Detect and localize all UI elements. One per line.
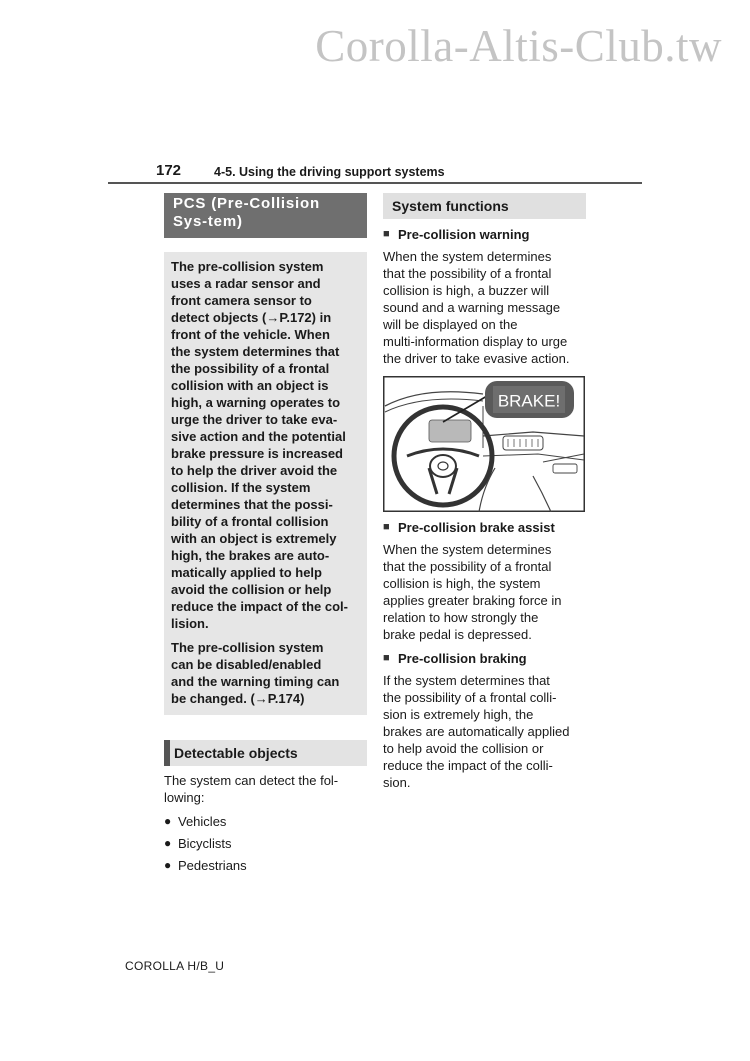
- text-line: high, a warning operates to: [171, 395, 341, 410]
- text-line: The system can detect the fol-: [164, 773, 339, 788]
- summary-paragraph-2: [171, 639, 359, 707]
- text-line: high, the brakes are auto-: [171, 548, 330, 563]
- list-item: [164, 835, 367, 852]
- text-line: the driver to take evasive action.: [383, 351, 570, 366]
- pre-collision-brake-assist-heading: [383, 519, 586, 536]
- pre-collision-brake-assist-text: [383, 541, 586, 643]
- text-line: sive action and the potential: [171, 429, 346, 444]
- section-title-bar: PCS (Pre-Collision Sys-tem): [164, 193, 367, 238]
- pre-collision-warning-text: [383, 248, 586, 367]
- page-number: 172: [156, 162, 182, 179]
- item-title: Pre-collision warning: [398, 227, 530, 242]
- item-title: Pre-collision braking: [398, 651, 527, 666]
- pre-collision-braking-text: [383, 672, 586, 791]
- text-line: the system determines that: [171, 344, 340, 359]
- text-line: When the system determines: [383, 542, 552, 557]
- text-line: When the system determines: [383, 249, 552, 264]
- text-line: matically applied to help: [171, 565, 322, 580]
- text-line: If the system determines that: [383, 673, 550, 688]
- text-line: determines that the possi-: [171, 497, 333, 512]
- brake-warning-label: BRAKE!: [497, 391, 561, 411]
- text-line: The pre-collision system: [171, 640, 324, 655]
- text-line: the possibility of a frontal: [171, 361, 330, 376]
- watermark: Corolla-Altis-Club.tw: [315, 21, 722, 71]
- bullet-icon: ●: [164, 858, 172, 872]
- text-line: and the warning timing can: [171, 674, 340, 689]
- item-title: Pre-collision brake assist: [398, 520, 555, 535]
- text-line: multi-information display to urge: [383, 334, 568, 349]
- summary-paragraph-1: [171, 258, 359, 632]
- square-bullet-icon: ■: [383, 521, 390, 533]
- text-line: brakes are automatically applied: [383, 724, 570, 739]
- bullet-icon: ●: [164, 836, 172, 850]
- list-item: [164, 813, 367, 830]
- text-line: detect objects (→P.172) in: [171, 310, 332, 325]
- text-line: brake pressure is increased: [171, 446, 343, 461]
- text-line: collision. If the system: [171, 480, 311, 495]
- text-line: front of the vehicle. When: [171, 327, 330, 342]
- bullet-icon: ●: [164, 814, 172, 828]
- text-line: relation to how strongly the: [383, 610, 539, 625]
- section-title: 4-5. Using the driving support systems: [214, 165, 445, 179]
- text-line: applies greater braking force in: [383, 593, 562, 608]
- left-column: [164, 193, 367, 879]
- text-line: collision is high, the system: [383, 576, 541, 591]
- summary-box: [164, 252, 367, 715]
- text-line: avoid the collision or help: [171, 582, 332, 597]
- text-line: the possibility of a frontal colli-: [383, 690, 557, 705]
- text-line: with an object is extremely: [171, 531, 337, 546]
- text-line: urge the driver to take eva-: [171, 412, 338, 427]
- text-line: sion is extremely high, the: [383, 707, 534, 722]
- right-column: [383, 193, 586, 791]
- list-item-label: Vehicles: [178, 814, 227, 829]
- pre-collision-warning-heading: [383, 226, 586, 243]
- text-line: reduce the impact of the col-: [171, 599, 348, 614]
- text-line: brake pedal is depressed.: [383, 627, 532, 642]
- square-bullet-icon: ■: [383, 228, 390, 240]
- page-header: [108, 158, 642, 184]
- header-rule: [108, 182, 642, 184]
- text-line: will be displayed on the: [383, 317, 518, 332]
- text-line: bility of a frontal collision: [171, 514, 329, 529]
- text-line: can be disabled/enabled: [171, 657, 322, 672]
- page-footer: COROLLA H/B_U: [125, 959, 225, 973]
- text-line: to help the driver avoid the: [171, 463, 338, 478]
- detectable-list: [164, 813, 367, 874]
- text-line: uses a radar sensor and: [171, 276, 321, 291]
- text-line: sound and a warning message: [383, 300, 561, 315]
- system-functions-heading: System functions: [383, 193, 586, 219]
- text-line: lowing:: [164, 790, 205, 805]
- text-line: collision is high, a buzzer will: [383, 283, 550, 298]
- square-bullet-icon: ■: [383, 652, 390, 664]
- detectable-intro: [164, 772, 367, 806]
- detectable-objects-heading: Detectable objects: [164, 740, 367, 766]
- text-line: The pre-collision system: [171, 259, 324, 274]
- list-item-label: Bicyclists: [178, 836, 232, 851]
- text-line: collision with an object is: [171, 378, 329, 393]
- text-line: that the possibility of a frontal: [383, 559, 552, 574]
- pre-collision-braking-heading: [383, 650, 586, 667]
- text-line: to help avoid the collision or: [383, 741, 544, 756]
- text-line: lision.: [171, 616, 209, 631]
- text-line: that the possibility of a frontal: [383, 266, 552, 281]
- text-line: be changed. (→P.174): [171, 691, 305, 706]
- text-line: front camera sensor to: [171, 293, 312, 308]
- dashboard-illustration: [383, 376, 585, 512]
- text-line: reduce the impact of the colli-: [383, 758, 553, 773]
- text-line: sion.: [383, 775, 411, 790]
- list-item-label: Pedestrians: [178, 858, 247, 873]
- list-item: [164, 857, 367, 874]
